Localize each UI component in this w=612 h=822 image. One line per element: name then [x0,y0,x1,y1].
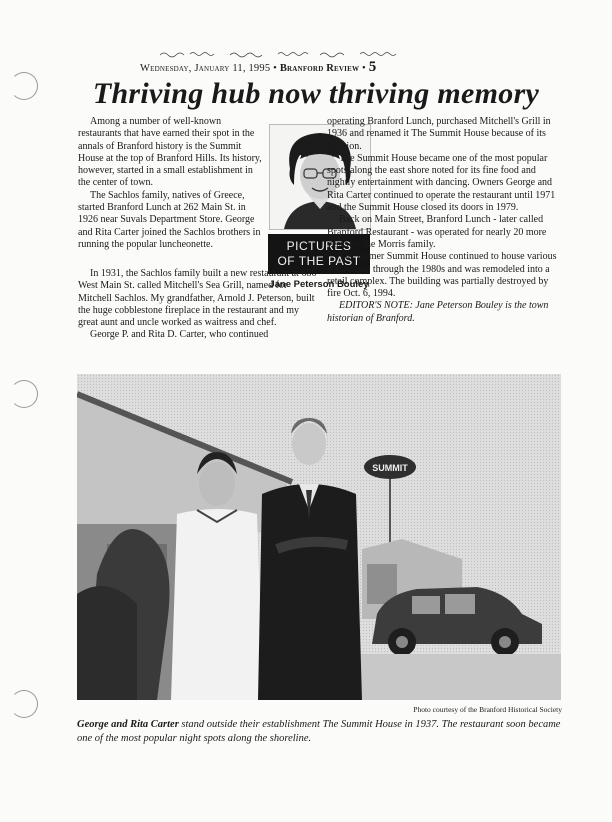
banner-line-2: OF THE PAST [277,254,361,268]
masthead-day: Wednesday, [140,63,192,74]
article-column-1 [78,116,264,251]
caption-text: stand outside their establishment The Summit House in 1937. The restaurant soon became one of the most popular night spots along the shoreline. [77,719,561,744]
binder-hole-top [10,72,38,100]
masthead-date: January 11, 1995 [194,63,271,74]
article-column-3 [327,116,557,325]
banner-line-1: PICTURES [286,239,352,253]
article-paragraph: In 1931, the Sachlos family built a new restaurant at 686 West Main St. called Mitchell's Sea Grill, named for Mitchell Sachlos. My grandfather, Arnold J. Peterson, built the huge cobblestone fireplace in the restaurant and my great aunt and uncle worked as waitress and chef. [78,268,317,329]
binder-hole-middle [10,380,38,408]
binder-hole-bottom [10,690,38,718]
article-paragraph: Among a number of well-known restaurants that have earned their spot in the annals of Branford history is the Summit House at the top of Branford Hills. Its history, however, started in a small establishment in the center of town. [78,116,262,189]
page-number: 5 [368,59,377,75]
article-paragraph: The Sachlos family, natives of Greece, started Branford Lunch at 262 Main St. in 1926 near Suvals Department Store. George and Rita Carter joined the Sachlos brothers in running the popular luncheonette. [78,189,261,250]
historic-photo [77,374,561,700]
article-paragraph: George P. and Rita D. Carter, who continued [90,329,269,341]
summit-sign-text: SUMMIT [372,463,408,473]
masthead-dateline [140,59,440,76]
article-column-2 [78,268,319,342]
editors-note: EDITOR'S NOTE: Jane Peterson Bouley is the town historian of Branford. [327,300,549,324]
cut-edge-marks [160,49,425,59]
article-paragraph: The former Summit House continued to house various restaurants through the 1980s and was remodeled into a retail complex. The building was partially destroyed by fire Oct. 6, 1994. [327,251,557,300]
masthead-separator-2: • [362,63,366,74]
photo-caption [77,718,567,746]
photo-credit: Photo courtesy of the Branford Historical Society [413,705,562,714]
masthead-separator: • [273,63,278,74]
caption-names: George and Rita Carter [77,719,179,730]
summit-house-photo-illustration [77,374,561,700]
author-byline: Jane Peterson Bouley [269,279,369,290]
article-paragraph: Back on Main Street, Branford Lunch - later called Branford Restaurant - was operated for nearly 20 more years by the Morris family. [327,214,547,250]
article-paragraph: operating Branford Lunch, purchased Mitchell's Grill in 1936 and renamed it The Summit House because of its location. [327,116,551,152]
headline: Thriving hub now thriving memory [92,77,540,110]
masthead-paper: Branford Review [279,63,360,74]
article-paragraph: The Summit House became one of the most popular spots along the east shore noted for its fine food and nightly entertainment with dancing. Owners George and Rita Carter continued to operate the restaurant until 1971 and the Summit House closed its doors in 1979. [327,152,556,214]
